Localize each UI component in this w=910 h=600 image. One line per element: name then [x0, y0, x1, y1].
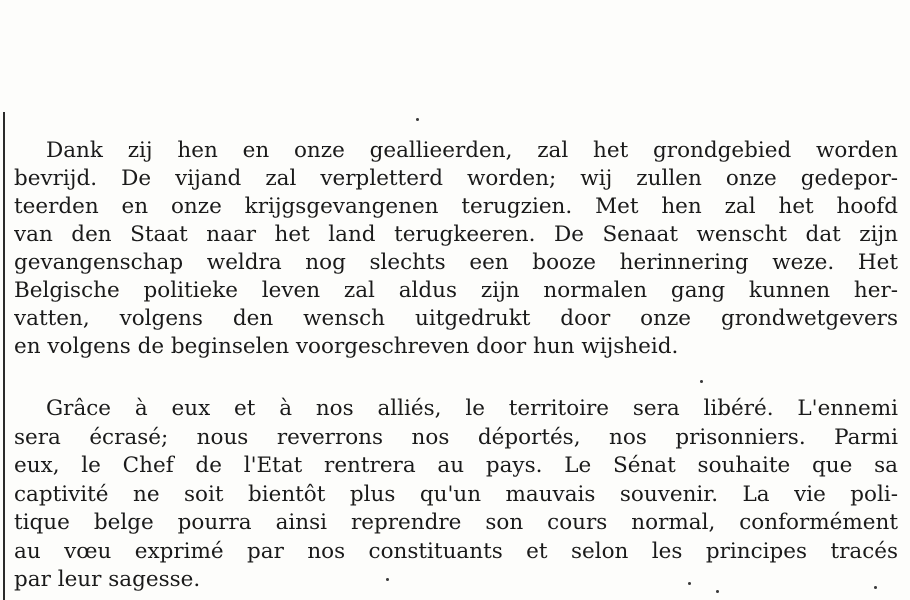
column-rule — [3, 112, 5, 600]
ink-speck — [688, 582, 691, 585]
paragraph-french — [14, 395, 898, 595]
text-line: Grâce à eux et à nos alliés, le territoire sera libéré. L'ennemi — [46, 396, 898, 421]
ink-speck — [716, 590, 719, 593]
ink-speck — [874, 586, 877, 589]
text-line: captivité ne soit bientôt plus qu'un mauvais souvenir. La vie poli- — [14, 481, 898, 507]
text-line: eux, le Chef de l'Etat rentrera au pays. Le Sénat souhaite que sa — [14, 453, 898, 478]
text-line: Dank zij hen en onze geallieerden, zal het grondgebied worden — [46, 138, 898, 163]
ink-speck — [386, 578, 389, 581]
paragraph-dutch — [14, 137, 898, 361]
text-line: en volgens de beginselen voorgeschreven door hun wijsheid. — [14, 334, 679, 359]
ink-speck — [416, 118, 419, 121]
text-line: par leur sagesse. — [14, 567, 201, 592]
ink-speck — [700, 380, 703, 383]
text-line: teerden en onze krijgsgevangenen terugzien. Met hen zal het hoofd — [14, 194, 898, 219]
text-line: sera écrasé; nous reverrons nos déportés, nos prisonniers. Parmi — [14, 424, 898, 450]
text-line: van den Staat naar het land terugkeeren. De Senaat wenscht dat zijn — [14, 222, 898, 247]
text-line: vatten, volgens den wensch uitgedrukt door onze grondwetgevers — [14, 306, 898, 331]
text-line: tique belge pourra ainsi reprendre son cours normal, conformément — [14, 510, 898, 535]
text-line: bevrijd. De vijand zal verpletterd worden; wij zullen onze gedepor- — [14, 166, 898, 191]
text-line: au vœu exprimé par nos constituants et selon les principes tracés — [14, 538, 898, 564]
text-line: Belgische politieke leven zal aldus zijn normalen gang kunnen her- — [14, 278, 898, 303]
text-line: gevangenschap weldra nog slechts een booze herinnering weze. Het — [14, 250, 898, 275]
